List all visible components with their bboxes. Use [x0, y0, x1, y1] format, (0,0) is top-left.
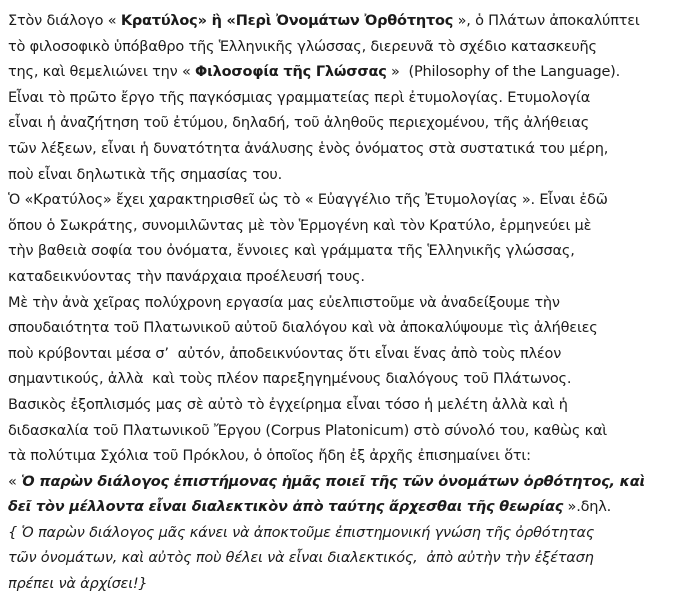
text-line [8, 9, 675, 35]
text-segment: δεῖ τὸν μέλλοντα εἶναι διαλεκτικὸν ἀπὸ ταύτης ἄρχεσθαι τῆς θεωρίας [8, 499, 564, 516]
text-line [8, 572, 675, 598]
text-segment: εἶναι ἡ ἀναζήτηση τοῦ ἐτύμου, δηλαδή, τοῦ ἀληθοῦς περιεχομένου, τῆς ἀλήθειας [8, 115, 590, 132]
text-segment: καταδεικνύοντας τὴν πανάρχαια προέλευσή τους. [8, 268, 365, 285]
text-segment: τὰ πολύτιμα Σχόλια τοῦ Πρόκλου, ὁ ὁποῖος ἤδη ἐξ ἀρχῆς ἐπισημαίνει ὅτι: [8, 448, 531, 465]
text-line [8, 265, 675, 291]
text-segment: τὴν βαθειὰ σοφία του ὀνόματα, ἔννοιες καὶ γράμματα τῆς Ἑλληνικῆς γλώσσας, [8, 243, 575, 260]
text-segment: « [8, 473, 22, 490]
text-line [8, 495, 675, 521]
text-line [8, 86, 675, 112]
text-segment: τὸ φιλοσοφικὸ ὑπόβαθρο τῆς Ἑλληνικῆς γλώσσας, διερευνᾶ τὸ σχέδιο κατασκευῆς [8, 38, 597, 55]
text-line [8, 316, 675, 342]
text-line [8, 470, 675, 496]
text-segment: τῶν λέξεων, εἶναι ἡ δυνατότητα ἀνάλυσης ἑνὸς ὀνόματος στὰ συστατικά του μέρη, [8, 140, 609, 157]
text-segment: Μὲ τὴν ἀνὰ χεῖρας πολύχρονη εργασία μας εὐελπιστοῦμε νὰ ἀναδείξουμε τὴν [8, 294, 560, 311]
text-segment: Ὁ «Κρατύλος» ἔχει χαρακτηρισθεῖ ὡς τὸ « Εὐαγγέλιο τῆς Ἐτυμολογίας ». Εἶναι ἐδῶ [8, 192, 608, 209]
text-line [8, 546, 675, 572]
text-segment: » (Philosophy of the Language). [386, 64, 621, 81]
text-line [8, 111, 675, 137]
text-segment: Φιλοσοφία τῆς Γλώσσας [195, 64, 387, 81]
text-line [8, 214, 675, 240]
text-segment: ποὺ εἶναι δηλωτικὰ τῆς σημασίας του. [8, 166, 283, 183]
text-segment: ὅπου ὁ Σωκράτης, συνομιλῶντας μὲ τὸν Ἑρμογένη καὶ τὸν Κρατύλο, ἑρμηνεύει μὲ [8, 217, 592, 234]
text-segment: της, καὶ θεμελιώνει την « [8, 64, 196, 81]
text-segment: Βασικὸς ἐξοπλισμός μας σὲ αὐτὸ τὸ ἐγχείρημα εἶναι τόσο ἡ μελέτη ἀλλὰ καὶ ἡ [8, 396, 568, 413]
text-line [8, 342, 675, 368]
text-line [8, 35, 675, 61]
text-line [8, 444, 675, 470]
text-segment: Κρατύλος» ἢ «Περὶ Ὀνομάτων Ὀρθότητος [120, 13, 454, 29]
text-segment: τῶν ὀνομάτων, καὶ αὐτὸς ποὺ θέλει νὰ εἶναι διαλεκτικός, ἀπὸ αὐτὴν τὴν ἐξέταση [8, 550, 594, 567]
text-line [8, 393, 675, 419]
text-line [8, 163, 675, 189]
text-segment: πρέπει νὰ ἀρχίσει!} [8, 576, 148, 593]
text-line [8, 367, 675, 393]
text-line [8, 521, 675, 547]
text-segment: Ὁ παρὼν διάλογος ἐπιστήμονας ἡμᾶς ποιεῖ τῆς τῶν ὀνομάτων ὀρθότητος, καὶ [21, 473, 645, 490]
text-segment: { Ὁ παρὼν διάλογος μᾶς κάνει νὰ ἀποκτοῦμε ἐπιστημονική γνώση τῆς ὀρθότητας [8, 524, 595, 541]
text-segment: σημαντικούς, ἀλλὰ καὶ τοὺς πλέον παρεξηγημένους διαλόγους τοῦ Πλάτωνος. [8, 371, 572, 388]
text-line [8, 419, 675, 445]
text-segment: ».δηλ. [563, 499, 612, 516]
text-segment: Στὸν διάλογο « [8, 13, 121, 29]
text-line [8, 188, 675, 214]
text-segment: Εἶναι τὸ πρῶτο ἔργο τῆς παγκόσμιας γραμματείας περὶ ἐτυμολογίας. Ετυμολογία [8, 89, 591, 106]
text-segment: », ὁ Πλάτων ἀποκαλύπτει [453, 13, 640, 29]
text-line [8, 291, 675, 317]
text-line [8, 60, 675, 86]
text-segment: διδασκαλία τοῦ Πλατωνικοῦ Ἔργου (Corpus Platonicum) στὸ σύνολό του, καθὼς καὶ [8, 422, 608, 439]
text-line [8, 137, 675, 163]
text-line [8, 239, 675, 265]
text-segment: ποὺ κρύβονται μέσα σ’ αὐτόν, ἀποδεικνύοντας ὅτι εἶναι ἕνας ἀπὸ τοὺς πλέον [8, 345, 562, 362]
document-text [8, 9, 675, 598]
text-segment: σπουδαιότητα τοῦ Πλατωνικοῦ αὐτοῦ διαλόγου καὶ νὰ ἀποκαλύψουμε τὶς ἀλήθειες [8, 320, 598, 337]
